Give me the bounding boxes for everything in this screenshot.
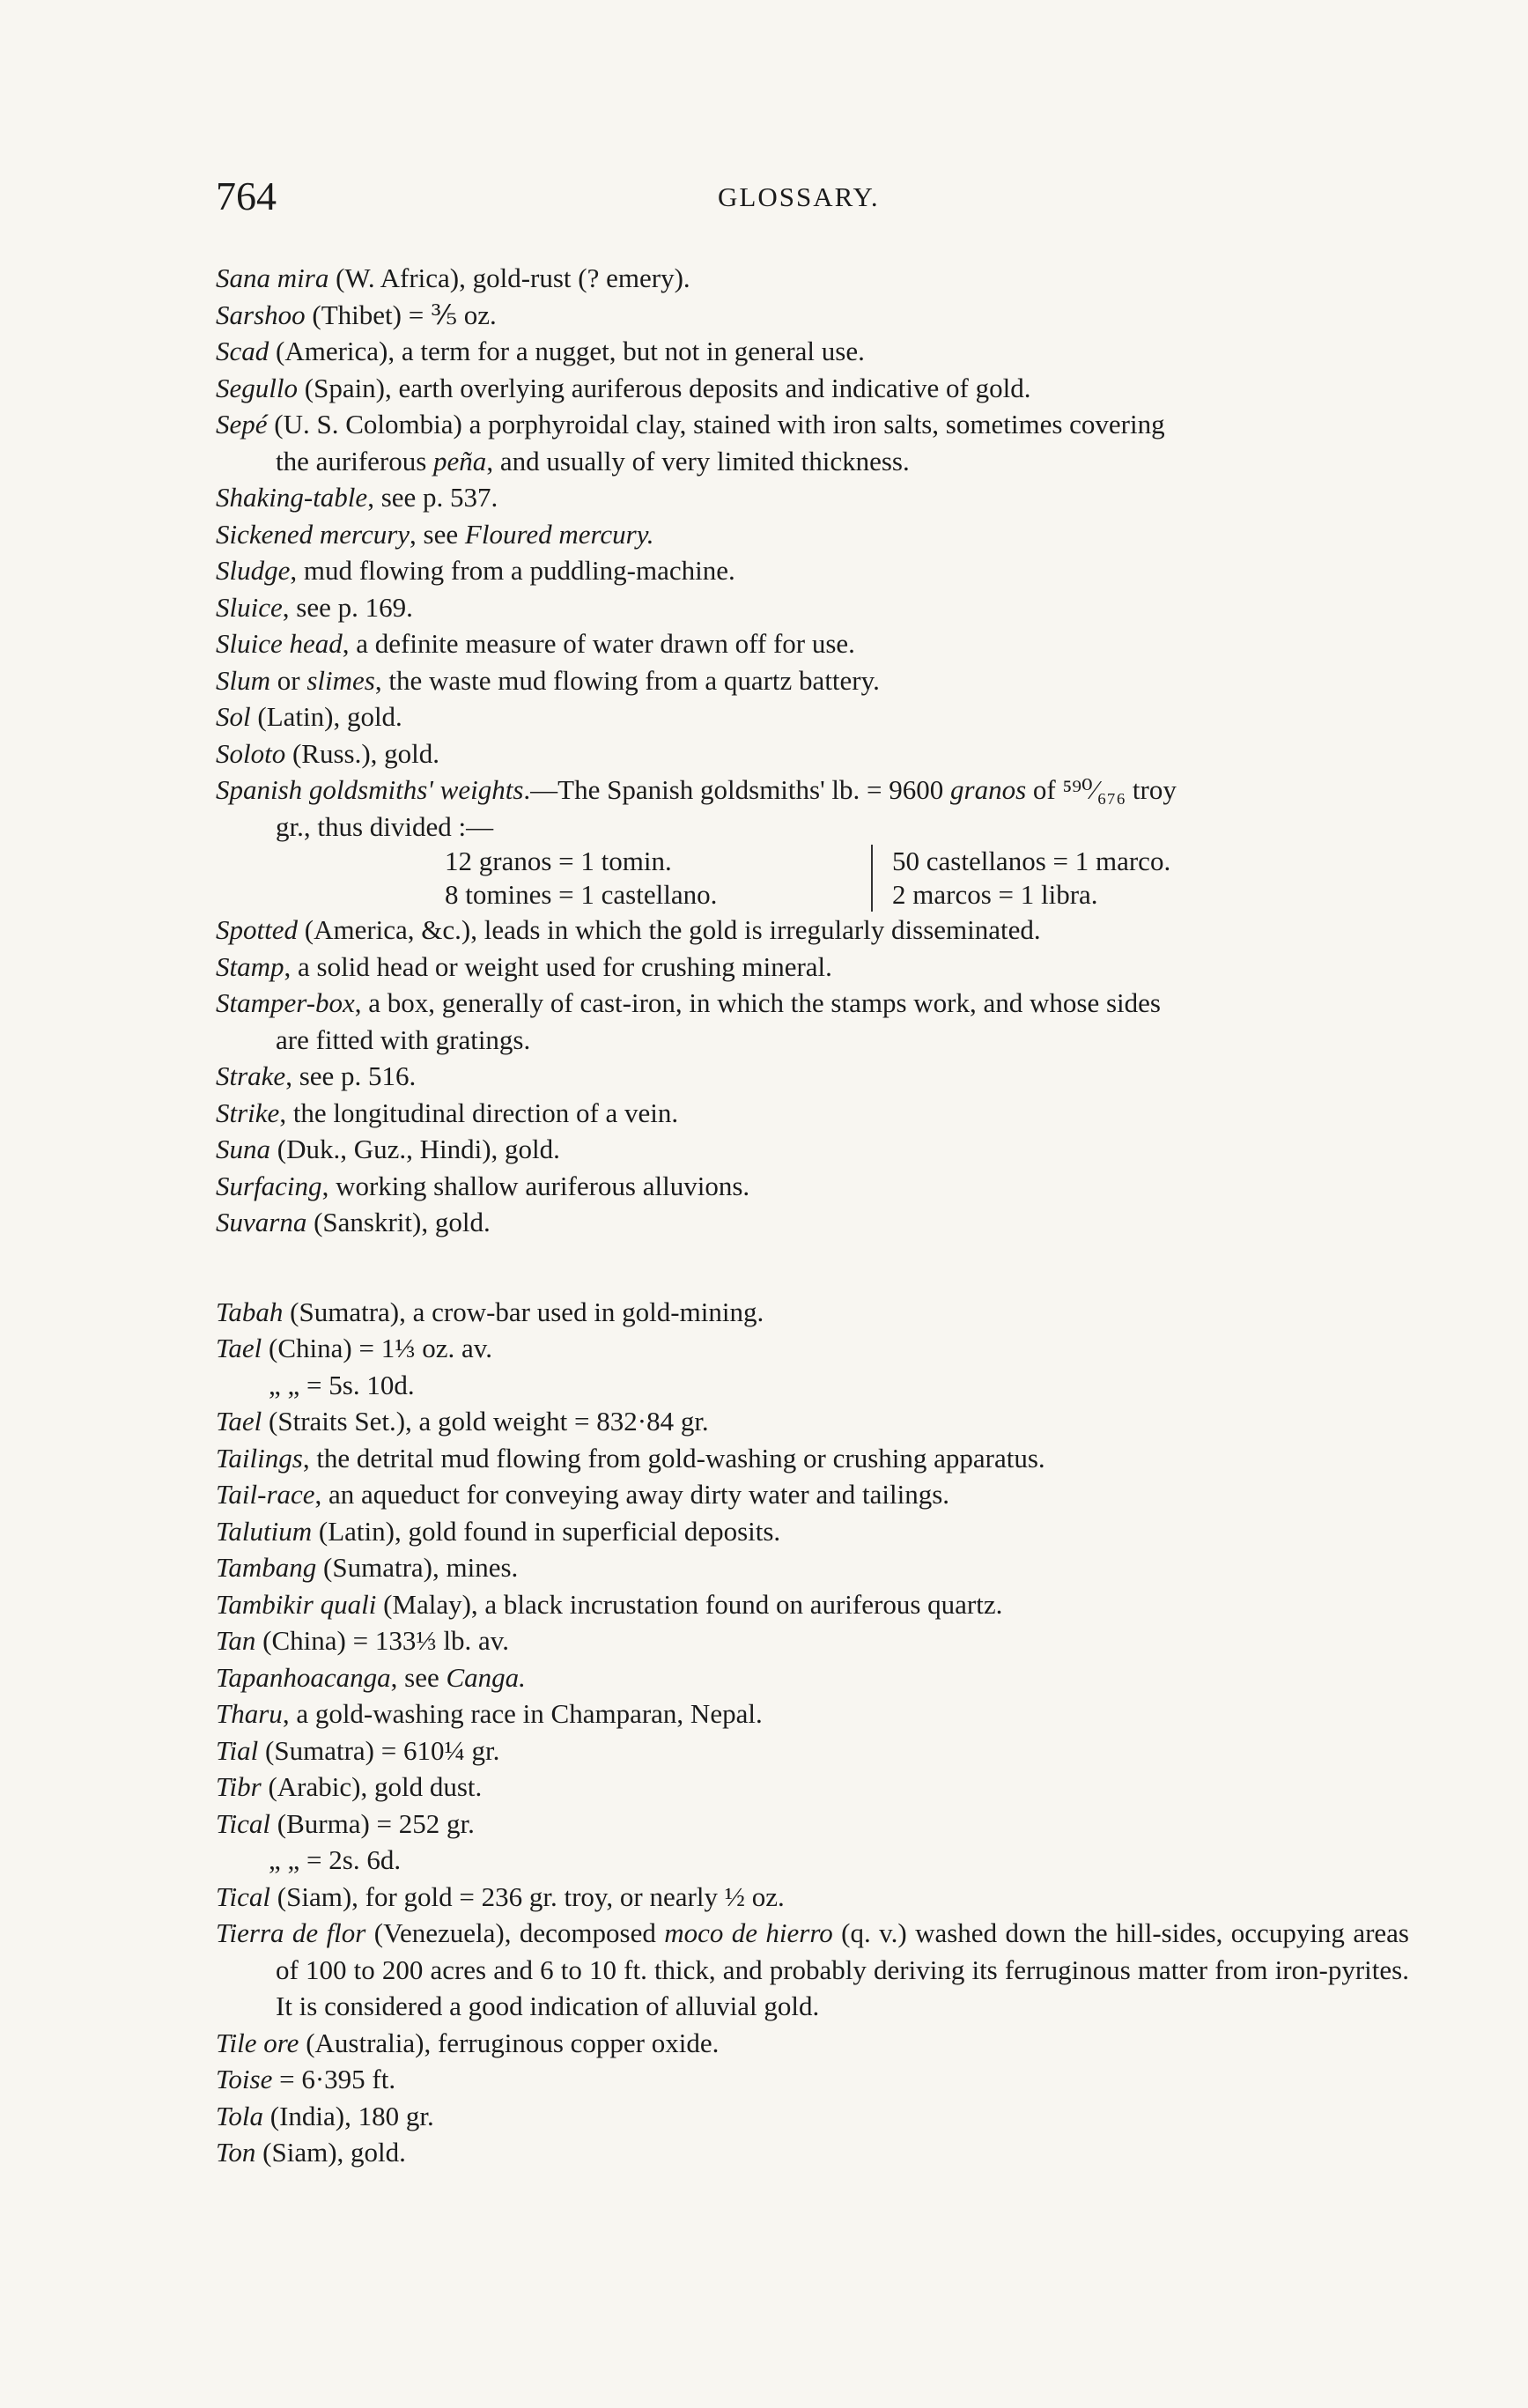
running-title: GLOSSARY. [718,181,880,212]
entry-tial: Tial (Sumatra) = 610¼ gr. [216,1734,500,1766]
entry-slum: Slum or slimes, the waste mud flowing from a quartz battery. [216,664,880,696]
page-number: 764 [216,174,277,218]
entry-suvarna: Suvarna (Sanskrit), gold. [216,1207,491,1237]
entry-sluice-head: Sluice head, a definite measure of water drawn off for use. [216,628,855,659]
entry-toise: Toise = 6·395 ft. [216,2064,396,2094]
entry-talutium: Talutium (Latin), gold found in superficial deposits. [216,1515,781,1547]
entry-spotted: Spotted (America, &c.), leads in which the gold is irregularly disseminated. [216,914,1041,945]
entry-shaking-table: Shaking-table, see p. 537. [216,482,498,513]
entry-tola: Tola (India), 180 gr. [216,2100,434,2131]
entry-sludge: Sludge, mud flowing from a puddling-machine. [216,555,735,586]
entry-stamper-box: Stamper-box, a box, generally of cast-iron, in which the stamps work, and whose sides [216,987,1161,1018]
entry-tierra-de-flor: Tierra de flor (Venezuela), decomposed moco de hierro (q. v.) washed down the hill-sides, occupying areas of 100 to 200 acres and 6 to 10 ft. thick, and probably deriving its ferruginous matter from iron-pyrites. It is considered a good indication of alluvial gold. [216,1917,1409,2021]
entry-strike: Strike, the longitudinal direction of a vein. [216,1097,679,1128]
entry-ton: Ton (Siam), gold. [216,2137,406,2168]
weights-row: 8 tomines = 1 castellano. [445,879,718,910]
weights-table [445,845,1409,912]
entry-soloto: Soloto (Russ.), gold. [216,737,440,769]
entry-suna: Suna (Duk., Guz., Hindi), gold. [216,1134,560,1164]
entry-tael-straits: Tael (Straits Set.), a gold weight = 832·84 gr. [216,1406,709,1437]
entry-sickened-mercury: Sickened mercury, see Floured mercury. [216,518,654,550]
entry-stamp: Stamp, a solid head or weight used for crushing mineral. [216,950,832,982]
weights-row: 12 granos = 1 tomin. [445,846,672,876]
entry-tical-siam: Tical (Siam), for gold = 236 gr. troy, or nearly ½ oz. [216,1880,785,1912]
entry-scad: Scad (America), a term for a nugget, but not in general use. [216,336,865,366]
entry-tambang: Tambang (Sumatra), mines. [216,1552,519,1583]
entry-sol: Sol (Latin), gold. [216,701,402,732]
entry-tical-ditto: „ „ = 2s. 6d. [269,1844,402,1875]
entry-tael-china: Tael (China) = 1⅓ oz. av. [216,1333,492,1363]
page-header [216,173,1400,225]
weights-row: 50 castellanos = 1 marco. [892,846,1171,876]
weights-table-left [445,845,873,912]
entry-sluice: Sluice, see p. 169. [216,591,413,623]
entry-sana-mira: Sana mira (W. Africa), gold-rust (? emery). [216,262,690,293]
entry-tical-burma: Tical (Burma) = 252 gr. [216,1807,475,1839]
entry-spanish-weights: Spanish goldsmiths' weights.—The Spanish goldsmiths' lb. = 9600 granos of ⁵⁹⁰⁄₆₇₆ troy [216,774,1177,805]
entry-tail-race: Tail-race, an aqueduct for conveying away dirty water and tailings. [216,1479,950,1510]
entry-tailings: Tailings, the detrital mud flowing from gold-washing or crushing apparatus. [216,1442,1045,1474]
entry-tile-ore: Tile ore (Australia), ferruginous copper oxide. [216,2027,720,2058]
entry-spanish-weights-continued: gr., thus divided :— [276,810,494,842]
weights-row: 2 marcos = 1 libra. [892,879,1098,910]
entry-sepe-continued: the auriferous peña, and usually of very limited thickness. [276,445,910,476]
weights-table-right [892,845,1318,912]
entry-sarshoo: Sarshoo (Thibet) = ⅗ oz. [216,299,497,330]
entry-segullo: Segullo (Spain), earth overlying auriferous deposits and indicative of gold. [216,372,1031,403]
entry-surfacing: Surfacing, working shallow auriferous alluvions. [216,1170,750,1201]
entry-tan: Tan (China) = 133⅓ lb. av. [216,1625,509,1656]
entry-tapanhoacanga: Tapanhoacanga, see Canga. [216,1661,526,1693]
glossary-body [216,260,1409,2171]
entry-tambikir-quali: Tambikir quali (Malay), a black incrustation found on auriferous quartz. [216,1588,1003,1620]
entry-tibr: Tibr (Arabic), gold dust. [216,1771,483,1802]
entry-tabah: Tabah (Sumatra), a crow-bar used in gold-mining. [216,1296,764,1327]
entry-sepe: Sepé (U. S. Colombia) a porphyroidal clay, stained with iron salts, sometimes covering [216,409,1165,439]
entry-stamper-box-continued: are fitted with gratings. [276,1023,531,1055]
entry-strake: Strake, see p. 516. [216,1060,417,1091]
section-gap [216,1241,1409,1294]
entry-tael-ditto: „ „ = 5s. 10d. [269,1369,415,1400]
entry-tharu: Tharu, a gold-washing race in Champaran, Nepal. [216,1698,763,1729]
